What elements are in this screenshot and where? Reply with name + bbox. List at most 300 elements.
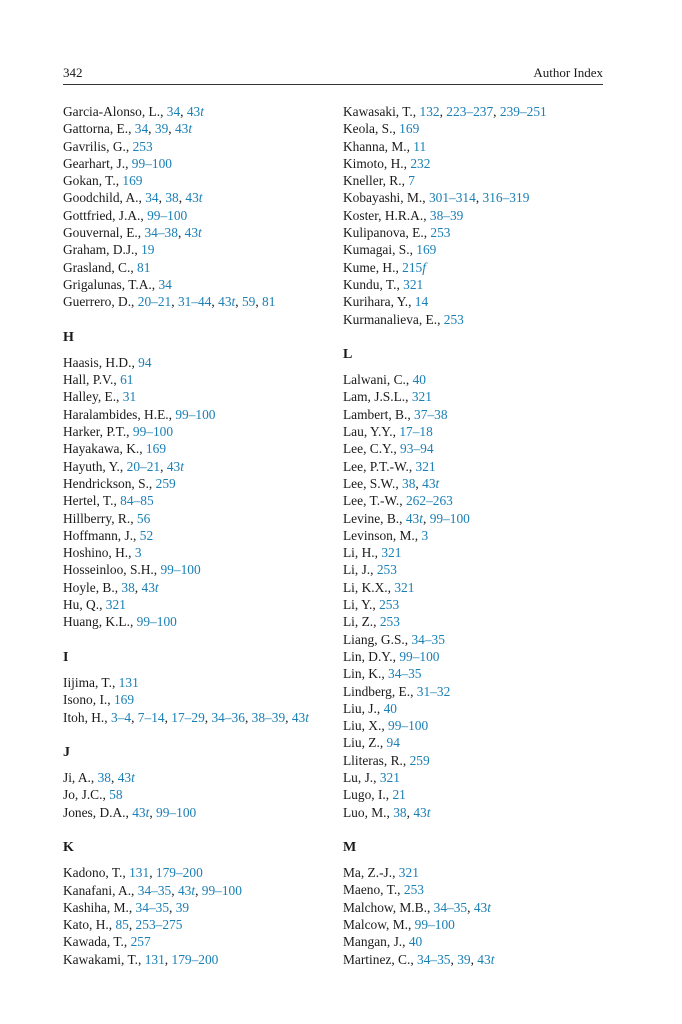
reference-suffix: t: [435, 475, 440, 491]
index-entry: Lambert, B., 37–38: [343, 406, 448, 422]
index-entry: Gavrilis, G., 253: [63, 138, 153, 154]
author-name: Kume, H.: [343, 259, 396, 275]
page-reference-link[interactable]: 94: [386, 735, 400, 751]
index-entry: Lau, Y.Y., 17–18: [343, 424, 433, 440]
page-reference-link[interactable]: 253: [443, 311, 464, 327]
page-reference-link[interactable]: 253: [379, 597, 400, 613]
index-entry: Liu, X., 99–100: [343, 718, 429, 734]
author-name: Kawasaki, T.: [343, 104, 413, 119]
author-name: Liu, J.: [343, 700, 377, 716]
index-column-left: [63, 103, 333, 968]
page-reference-link[interactable]: 169: [122, 173, 143, 189]
index-entry: Li, Z., 253: [343, 614, 400, 630]
page-reference-link[interactable]: 3–4: [111, 709, 132, 725]
author-name: Lin, D.Y.: [343, 648, 393, 664]
page-reference-link[interactable]: 19: [141, 242, 155, 258]
page-reference-link[interactable]: 223–237: [446, 104, 494, 119]
index-entry: Lin, K., 34–35: [343, 666, 422, 682]
page-reference-link[interactable]: 301–314: [428, 190, 476, 206]
author-name: Lam, J.S.L.: [343, 389, 406, 405]
index-entry: Keola, S., 169: [343, 121, 420, 137]
index-entry: Li, Y., 253: [343, 597, 400, 613]
page-reference-link[interactable]: 179–200: [171, 951, 219, 967]
page-reference-link[interactable]: [477, 952, 494, 967]
author-name: Li, J.: [343, 562, 371, 578]
page-reference-link[interactable]: 34–35: [417, 951, 451, 967]
index-entry: Garcia-Alonso, L., 34, 43t: [63, 104, 204, 119]
page-reference-link[interactable]: 179–200: [155, 865, 203, 881]
index-entry: Graham, D.J., 19: [63, 242, 155, 258]
page-reference-link[interactable]: 40: [408, 934, 423, 950]
page-reference-link[interactable]: 52: [139, 527, 154, 543]
author-name: Grasland, C.: [63, 259, 131, 275]
page-reference-link[interactable]: 99–100: [147, 207, 188, 223]
index-entry: Kashiha, M., 34–35, 39: [63, 899, 190, 915]
index-entry: Isono, I., 169: [63, 692, 135, 708]
page-reference-link[interactable]: [413, 805, 430, 820]
author-name: Lindberg, E.: [343, 683, 411, 699]
page-reference-link[interactable]: 38: [97, 770, 111, 786]
index-entry: Lee, P.T.-W., 321: [343, 458, 436, 474]
page-reference-link[interactable]: 37–38: [414, 406, 448, 422]
reference-number: 43: [477, 951, 491, 967]
author-name: Jo, J.C.: [63, 787, 103, 803]
page-reference-link[interactable]: 253: [403, 882, 424, 898]
index-entry: Kawasaki, T., 132, 223–237, 239–251: [343, 104, 547, 119]
author-name: Koster, H.R.A.: [343, 207, 424, 223]
page-reference-link[interactable]: 169: [145, 441, 167, 457]
author-name: Gattorna, E.: [63, 121, 129, 137]
index-entry: Iijima, T., 131: [63, 674, 139, 690]
reference-number: 43: [117, 770, 132, 786]
page-reference-link[interactable]: 99–100: [132, 424, 174, 440]
index-entry: Lu, J., 321: [343, 769, 400, 785]
page-reference-link[interactable]: 7–14: [137, 709, 165, 725]
index-entry: Koster, H.R.A., 38–39: [343, 207, 464, 223]
author-name: Maeno, T.: [343, 882, 398, 898]
page-reference-link[interactable]: 321: [415, 458, 436, 474]
author-name: Kashiha, M.: [63, 899, 129, 915]
page-reference-link[interactable]: 34–35: [411, 631, 445, 647]
reference-number: 43: [174, 121, 189, 137]
author-name: Lin, K.: [343, 666, 382, 682]
author-name: Hendrickson, S.: [63, 475, 149, 491]
page-reference-link[interactable]: 321: [398, 865, 419, 881]
author-name: Hayakawa, K.: [63, 441, 140, 457]
index-entry: Luo, M., 38, 43t: [343, 804, 431, 820]
index-entry: Li, K.X., 321: [343, 579, 415, 595]
author-name: Garcia-Alonso, L.: [63, 104, 161, 119]
author-name: Isono, I.: [63, 692, 108, 708]
author-name: Levine, B.: [343, 510, 400, 526]
index-entry: Li, J., 253: [343, 562, 397, 578]
author-name: Lau, Y.Y.: [343, 424, 393, 440]
index-entry: Kundu, T., 321: [343, 276, 424, 292]
page-reference-link[interactable]: 34: [166, 104, 181, 119]
page-reference-link[interactable]: 99–100: [388, 718, 429, 734]
author-name: Hu, Q.: [63, 597, 100, 613]
page-reference-link[interactable]: 34: [158, 276, 172, 292]
page-reference-link[interactable]: 99–100: [201, 882, 242, 898]
index-entry: Kimoto, H., 232: [343, 155, 431, 171]
author-name: Kawada, T.: [63, 934, 124, 950]
index-entry: Liang, G.S., 34–35: [343, 631, 445, 647]
author-name: Itoh, H.: [63, 709, 105, 725]
page-reference-link[interactable]: 85: [115, 917, 129, 933]
page-reference-link[interactable]: 38: [165, 190, 179, 206]
index-entry: Harker, P.T., 99–100: [63, 424, 174, 440]
page-reference-link[interactable]: [187, 104, 204, 119]
index-entry: Lam, J.S.L., 321: [343, 389, 432, 405]
page-reference-link[interactable]: 84–85: [120, 493, 154, 509]
page-reference-link[interactable]: 40: [412, 372, 426, 388]
author-name: Kumagai, S.: [343, 242, 410, 258]
page-reference-link[interactable]: 34: [145, 190, 159, 206]
author-name: Kurmanalieva, E.: [343, 311, 438, 327]
page-reference-link[interactable]: [175, 121, 192, 136]
running-head: Author Index: [533, 65, 603, 80]
page-reference-link[interactable]: 321: [403, 276, 424, 292]
author-name: Gavrilis, G.: [63, 138, 126, 154]
page-reference-link[interactable]: [178, 883, 195, 898]
reference-number: 43: [132, 804, 146, 820]
index-entry: Liu, Z., 94: [343, 735, 400, 751]
page-reference-link[interactable]: [422, 476, 439, 491]
page-reference-link[interactable]: 253: [132, 138, 153, 154]
page-reference-link[interactable]: 20–21: [126, 458, 161, 474]
reference-number: 43: [141, 579, 155, 595]
index-entry: Hayakawa, K., 169: [63, 441, 167, 457]
page-reference-link[interactable]: 99–100: [136, 614, 177, 630]
page-reference-link[interactable]: [292, 710, 309, 725]
page-reference-link[interactable]: 21: [392, 787, 406, 803]
index-entry: Gottfried, J.A., 99–100: [63, 207, 188, 223]
page-reference-link[interactable]: [474, 900, 491, 915]
page-header: [63, 62, 603, 85]
page-reference-link[interactable]: 3: [421, 527, 429, 543]
author-name: Lu, J.: [343, 769, 374, 785]
author-name: Gokan, T.: [63, 173, 116, 189]
author-name: Lee, P.T.-W.: [343, 458, 409, 474]
reference-number: 43: [177, 882, 192, 898]
reference-number: 215: [402, 259, 423, 275]
author-name: Halley, E.: [63, 389, 117, 405]
page-reference-link[interactable]: 93–94: [400, 441, 434, 457]
page-reference-link[interactable]: [406, 511, 423, 526]
author-name: Graham, D.J.: [63, 242, 135, 258]
page-reference-link[interactable]: 14: [414, 294, 429, 310]
page-reference-link[interactable]: 257: [130, 934, 151, 950]
reference-number: 43: [166, 458, 181, 474]
page-reference-link[interactable]: 259: [409, 752, 430, 768]
reference-number: 43: [405, 510, 420, 526]
page-reference-link[interactable]: 321: [105, 597, 126, 613]
page-reference-link[interactable]: 232: [410, 155, 431, 171]
page-reference-link[interactable]: 253: [376, 562, 397, 578]
page-number: 342: [63, 65, 83, 80]
author-name: Gouvernal, E.: [63, 225, 138, 241]
index-entry: Hayuth, Y., 20–21, 43t: [63, 458, 184, 474]
reference-suffix: t: [188, 121, 193, 137]
index-entry: Liu, J., 40: [343, 700, 397, 716]
page-reference-link[interactable]: [218, 294, 235, 309]
author-name: Li, K.X.: [343, 579, 388, 595]
section-heading: J: [63, 744, 70, 760]
index-entry: Lindberg, E., 31–32: [343, 683, 451, 699]
author-name: Kanafani, A.: [63, 882, 132, 898]
page-reference-link[interactable]: 132: [419, 104, 440, 119]
page-reference-link[interactable]: 38: [393, 804, 407, 820]
page-reference-link[interactable]: [185, 190, 202, 205]
page-reference-link[interactable]: 99–100: [399, 648, 440, 664]
author-name: Levinson, M.: [343, 527, 415, 543]
reference-suffix: t: [200, 104, 204, 119]
page-reference-link[interactable]: [132, 805, 149, 820]
index-entry: Hoshino, H., 3: [63, 545, 142, 561]
index-entry: Lalwani, C., 40: [343, 372, 426, 388]
index-entry: Hall, P.V., 61: [63, 372, 134, 388]
page-reference-link[interactable]: 99–100: [429, 510, 470, 526]
page-reference-link[interactable]: 316–319: [482, 190, 530, 206]
page-reference-link[interactable]: 34–35: [388, 666, 422, 682]
page-reference-link[interactable]: 17–29: [171, 709, 205, 725]
page-reference-link[interactable]: 253: [430, 225, 451, 241]
page-reference-link[interactable]: 39: [154, 121, 169, 137]
index-entry: Kurmanalieva, E., 253: [343, 311, 464, 327]
author-name: Kulipanova, E.: [343, 225, 424, 241]
page-reference-link[interactable]: 169: [113, 692, 135, 708]
index-entry: Huang, K.L., 99–100: [63, 614, 177, 630]
index-entry: Jo, J.C., 58: [63, 787, 123, 803]
page-reference-link[interactable]: 131: [118, 674, 139, 690]
page-reference-link[interactable]: 99–100: [414, 917, 455, 933]
author-name: Luo, M.: [343, 804, 387, 820]
author-name: Gottfried, J.A.: [63, 207, 141, 223]
index-entry: Lee, C.Y., 93–94: [343, 441, 434, 457]
index-entry: Kulipanova, E., 253: [343, 225, 451, 241]
author-name: Ji, A.: [63, 770, 91, 786]
page-reference-link[interactable]: 253–275: [135, 917, 183, 933]
author-name: Martinez, C.: [343, 951, 411, 967]
author-name: Li, Z.: [343, 614, 374, 630]
author-name: Kurihara, Y.: [343, 294, 409, 310]
page-reference-link[interactable]: 17–18: [399, 424, 433, 440]
reference-suffix: t: [426, 804, 431, 820]
author-name: Hall, P.V.: [63, 372, 114, 388]
index-entry: Grasland, C., 81: [63, 259, 151, 275]
section-heading: K: [63, 839, 74, 855]
index-entry: Hillberry, R., 56: [63, 510, 151, 526]
author-name: Kato, H.: [63, 917, 109, 933]
page-reference-link[interactable]: 259: [155, 475, 176, 491]
index-entry: Hosseinloo, S.H., 99–100: [63, 562, 201, 578]
index-entry: Hoyle, B., 38, 43t: [63, 579, 159, 595]
author-name: Grigalunas, T.A.: [63, 276, 152, 292]
page-reference-link[interactable]: 34–35: [137, 882, 172, 898]
page-reference-link[interactable]: 253: [379, 614, 400, 630]
section-heading: H: [63, 329, 74, 345]
author-name: Khanna, M.: [343, 138, 407, 154]
index-entry: Mangan, J., 40: [343, 934, 423, 950]
index-entry: Kurihara, Y., 14: [343, 294, 429, 310]
index-entry: Ji, A., 38, 43t: [63, 770, 135, 786]
index-entry: Lee, S.W., 38, 43t: [343, 475, 440, 491]
author-name: Li, H.: [343, 545, 375, 561]
author-name: Guerrero, D.: [63, 294, 132, 310]
author-name: Lalwani, C.: [343, 372, 406, 388]
index-entry: Lin, D.Y., 99–100: [343, 648, 440, 664]
page-reference-link[interactable]: 3: [134, 545, 142, 561]
index-entry: Kawakami, T., 131, 179–200: [63, 951, 219, 967]
page-reference-link[interactable]: 321: [381, 545, 402, 561]
page-reference-link[interactable]: 321: [411, 389, 432, 405]
page-reference-link[interactable]: 131: [144, 951, 165, 967]
section-heading: I: [63, 649, 69, 665]
index-entry: Kanafani, A., 34–35, 43t, 99–100: [63, 882, 242, 898]
page-reference-link[interactable]: 34–35: [433, 899, 468, 915]
page-reference-link[interactable]: 34–35: [135, 899, 170, 915]
index-entry: Guerrero, D., 20–21, 31–44, 43t, 59, 81: [63, 294, 276, 310]
index-entry: Hu, Q., 321: [63, 597, 126, 613]
page-reference-link[interactable]: 34: [134, 121, 149, 137]
author-name: Harker, P.T.: [63, 424, 127, 440]
author-name: Kadono, T.: [63, 865, 123, 881]
page-reference-link[interactable]: 169: [416, 242, 437, 258]
author-name: Malchow, M.B.: [343, 899, 427, 915]
page-reference-link[interactable]: 34–36: [211, 709, 245, 725]
index-entry: Levinson, M., 3: [343, 527, 429, 543]
index-column-right: [343, 103, 605, 968]
reference-number: 43: [186, 104, 201, 119]
index-entry: Levine, B., 43t, 99–100: [343, 510, 470, 526]
page-reference-link[interactable]: 31: [122, 389, 137, 405]
author-name: Lee, T.-W.: [343, 493, 400, 509]
page-reference-link[interactable]: 38: [402, 475, 416, 491]
author-name: Hertel, T.: [63, 493, 114, 509]
page-reference-link[interactable]: 262–263: [405, 493, 453, 509]
page-reference-link[interactable]: 39: [457, 951, 471, 967]
author-name: Kundu, T.: [343, 276, 397, 292]
page-reference-link[interactable]: 34–38: [144, 225, 178, 241]
author-name: Li, Y.: [343, 597, 373, 613]
page-reference-link[interactable]: 321: [394, 579, 415, 595]
index-entry: Itoh, H., 3–4, 7–14, 17–29, 34–36, 38–39, 43t: [63, 709, 309, 725]
page-reference-link[interactable]: 81: [137, 259, 151, 275]
page-reference-link[interactable]: 59: [241, 294, 256, 310]
page-reference-link[interactable]: [185, 225, 202, 240]
index-entry: Kawada, T., 257: [63, 934, 151, 950]
reference-number: 43: [413, 804, 427, 820]
reference-number: 43: [218, 294, 232, 310]
page-reference-link[interactable]: 31–32: [416, 683, 451, 699]
author-name: Liu, Z.: [343, 735, 380, 751]
author-name: Jones, D.A.: [63, 804, 126, 820]
author-name: Hoshino, H.: [63, 545, 129, 561]
reference-suffix: t: [154, 579, 159, 595]
index-entry: Ma, Z.-J., 321: [343, 865, 419, 881]
index-entry: Lliteras, R., 259: [343, 752, 430, 768]
page-reference-link[interactable]: 40: [383, 700, 397, 716]
reference-suffix: t: [305, 709, 309, 725]
author-name: Gearhart, J.: [63, 155, 126, 171]
index-entry: Kadono, T., 131, 179–200: [63, 865, 203, 881]
reference-number: 43: [473, 899, 488, 915]
reference-suffix: t: [490, 951, 495, 967]
reference-suffix: t: [198, 225, 202, 241]
reference-suffix: t: [191, 882, 196, 898]
page-reference-link[interactable]: 39: [175, 899, 190, 915]
index-entry: Haralambides, H.E., 99–100: [63, 406, 216, 422]
reference-number: 43: [185, 190, 199, 206]
page-reference-link[interactable]: [167, 459, 184, 474]
page-reference-link[interactable]: [142, 580, 159, 595]
author-name: Kawakami, T.: [63, 951, 138, 967]
index-entry: Kume, H., 215f: [343, 259, 426, 275]
author-name: Kneller, R.: [343, 173, 402, 189]
reference-suffix: f: [422, 259, 426, 275]
index-entry: Kobayashi, M., 301–314, 316–319: [343, 190, 530, 206]
page-reference-link[interactable]: 20–21: [137, 294, 172, 310]
page-reference-link[interactable]: 31–44: [177, 294, 212, 310]
reference-suffix: t: [231, 294, 236, 310]
page-reference-link[interactable]: 99–100: [175, 406, 216, 422]
page-reference-link[interactable]: 38: [121, 579, 135, 595]
page-reference-link[interactable]: 38–39: [251, 709, 286, 725]
page-reference-link[interactable]: 61: [120, 372, 134, 388]
page-reference-link[interactable]: [402, 260, 426, 275]
page-reference-link[interactable]: 131: [129, 865, 150, 881]
page-reference-link[interactable]: 81: [262, 294, 276, 310]
index-entry: Li, H., 321: [343, 545, 402, 561]
page-reference-link[interactable]: 99–100: [160, 562, 201, 578]
index-entry: Grigalunas, T.A., 34: [63, 276, 172, 292]
index-entry: Goodchild, A., 34, 38, 43t: [63, 190, 203, 206]
page-reference-link[interactable]: [118, 770, 135, 785]
page-reference-link[interactable]: 239–251: [499, 104, 547, 119]
author-name: Mangan, J.: [343, 934, 403, 950]
index-entry: Kato, H., 85, 253–275: [63, 917, 183, 933]
author-name: Lee, C.Y.: [343, 441, 394, 457]
index-entry: Gattorna, E., 34, 39, 43t: [63, 121, 193, 137]
page-reference-link[interactable]: 7: [408, 173, 415, 189]
page-reference-link[interactable]: 169: [399, 121, 420, 137]
index-entry: Hertel, T., 84–85: [63, 493, 154, 509]
author-name: Hillberry, R.: [63, 510, 131, 526]
index-entry: Gearhart, J., 99–100: [63, 155, 172, 171]
author-name: Haralambides, H.E.: [63, 406, 169, 422]
index-entry: Hoffmann, J., 52: [63, 527, 154, 543]
page-reference-link[interactable]: 94: [138, 354, 152, 370]
index-entry: Khanna, M., 11: [343, 138, 427, 154]
page-reference-link[interactable]: 321: [379, 769, 400, 785]
reference-suffix: t: [145, 804, 150, 820]
index-entry: Kumagai, S., 169: [343, 242, 437, 258]
author-name: Goodchild, A.: [63, 190, 139, 206]
index-entry: Gouvernal, E., 34–38, 43t: [63, 225, 202, 241]
author-name: Lambert, B.: [343, 406, 408, 422]
page-reference-link[interactable]: 38–39: [429, 207, 464, 223]
author-name: Keola, S.: [343, 121, 393, 137]
page-reference-link[interactable]: 99–100: [156, 804, 197, 820]
page-reference-link[interactable]: 11: [413, 138, 427, 154]
page-reference-link[interactable]: 56: [136, 510, 151, 526]
page-reference-link[interactable]: 58: [109, 787, 123, 803]
reference-suffix: t: [180, 458, 184, 474]
index-entry: Malchow, M.B., 34–35, 43t: [343, 899, 491, 915]
page-reference-link[interactable]: 99–100: [131, 155, 172, 171]
index-entry: Jones, D.A., 43t, 99–100: [63, 804, 197, 820]
reference-number: 43: [291, 709, 306, 725]
